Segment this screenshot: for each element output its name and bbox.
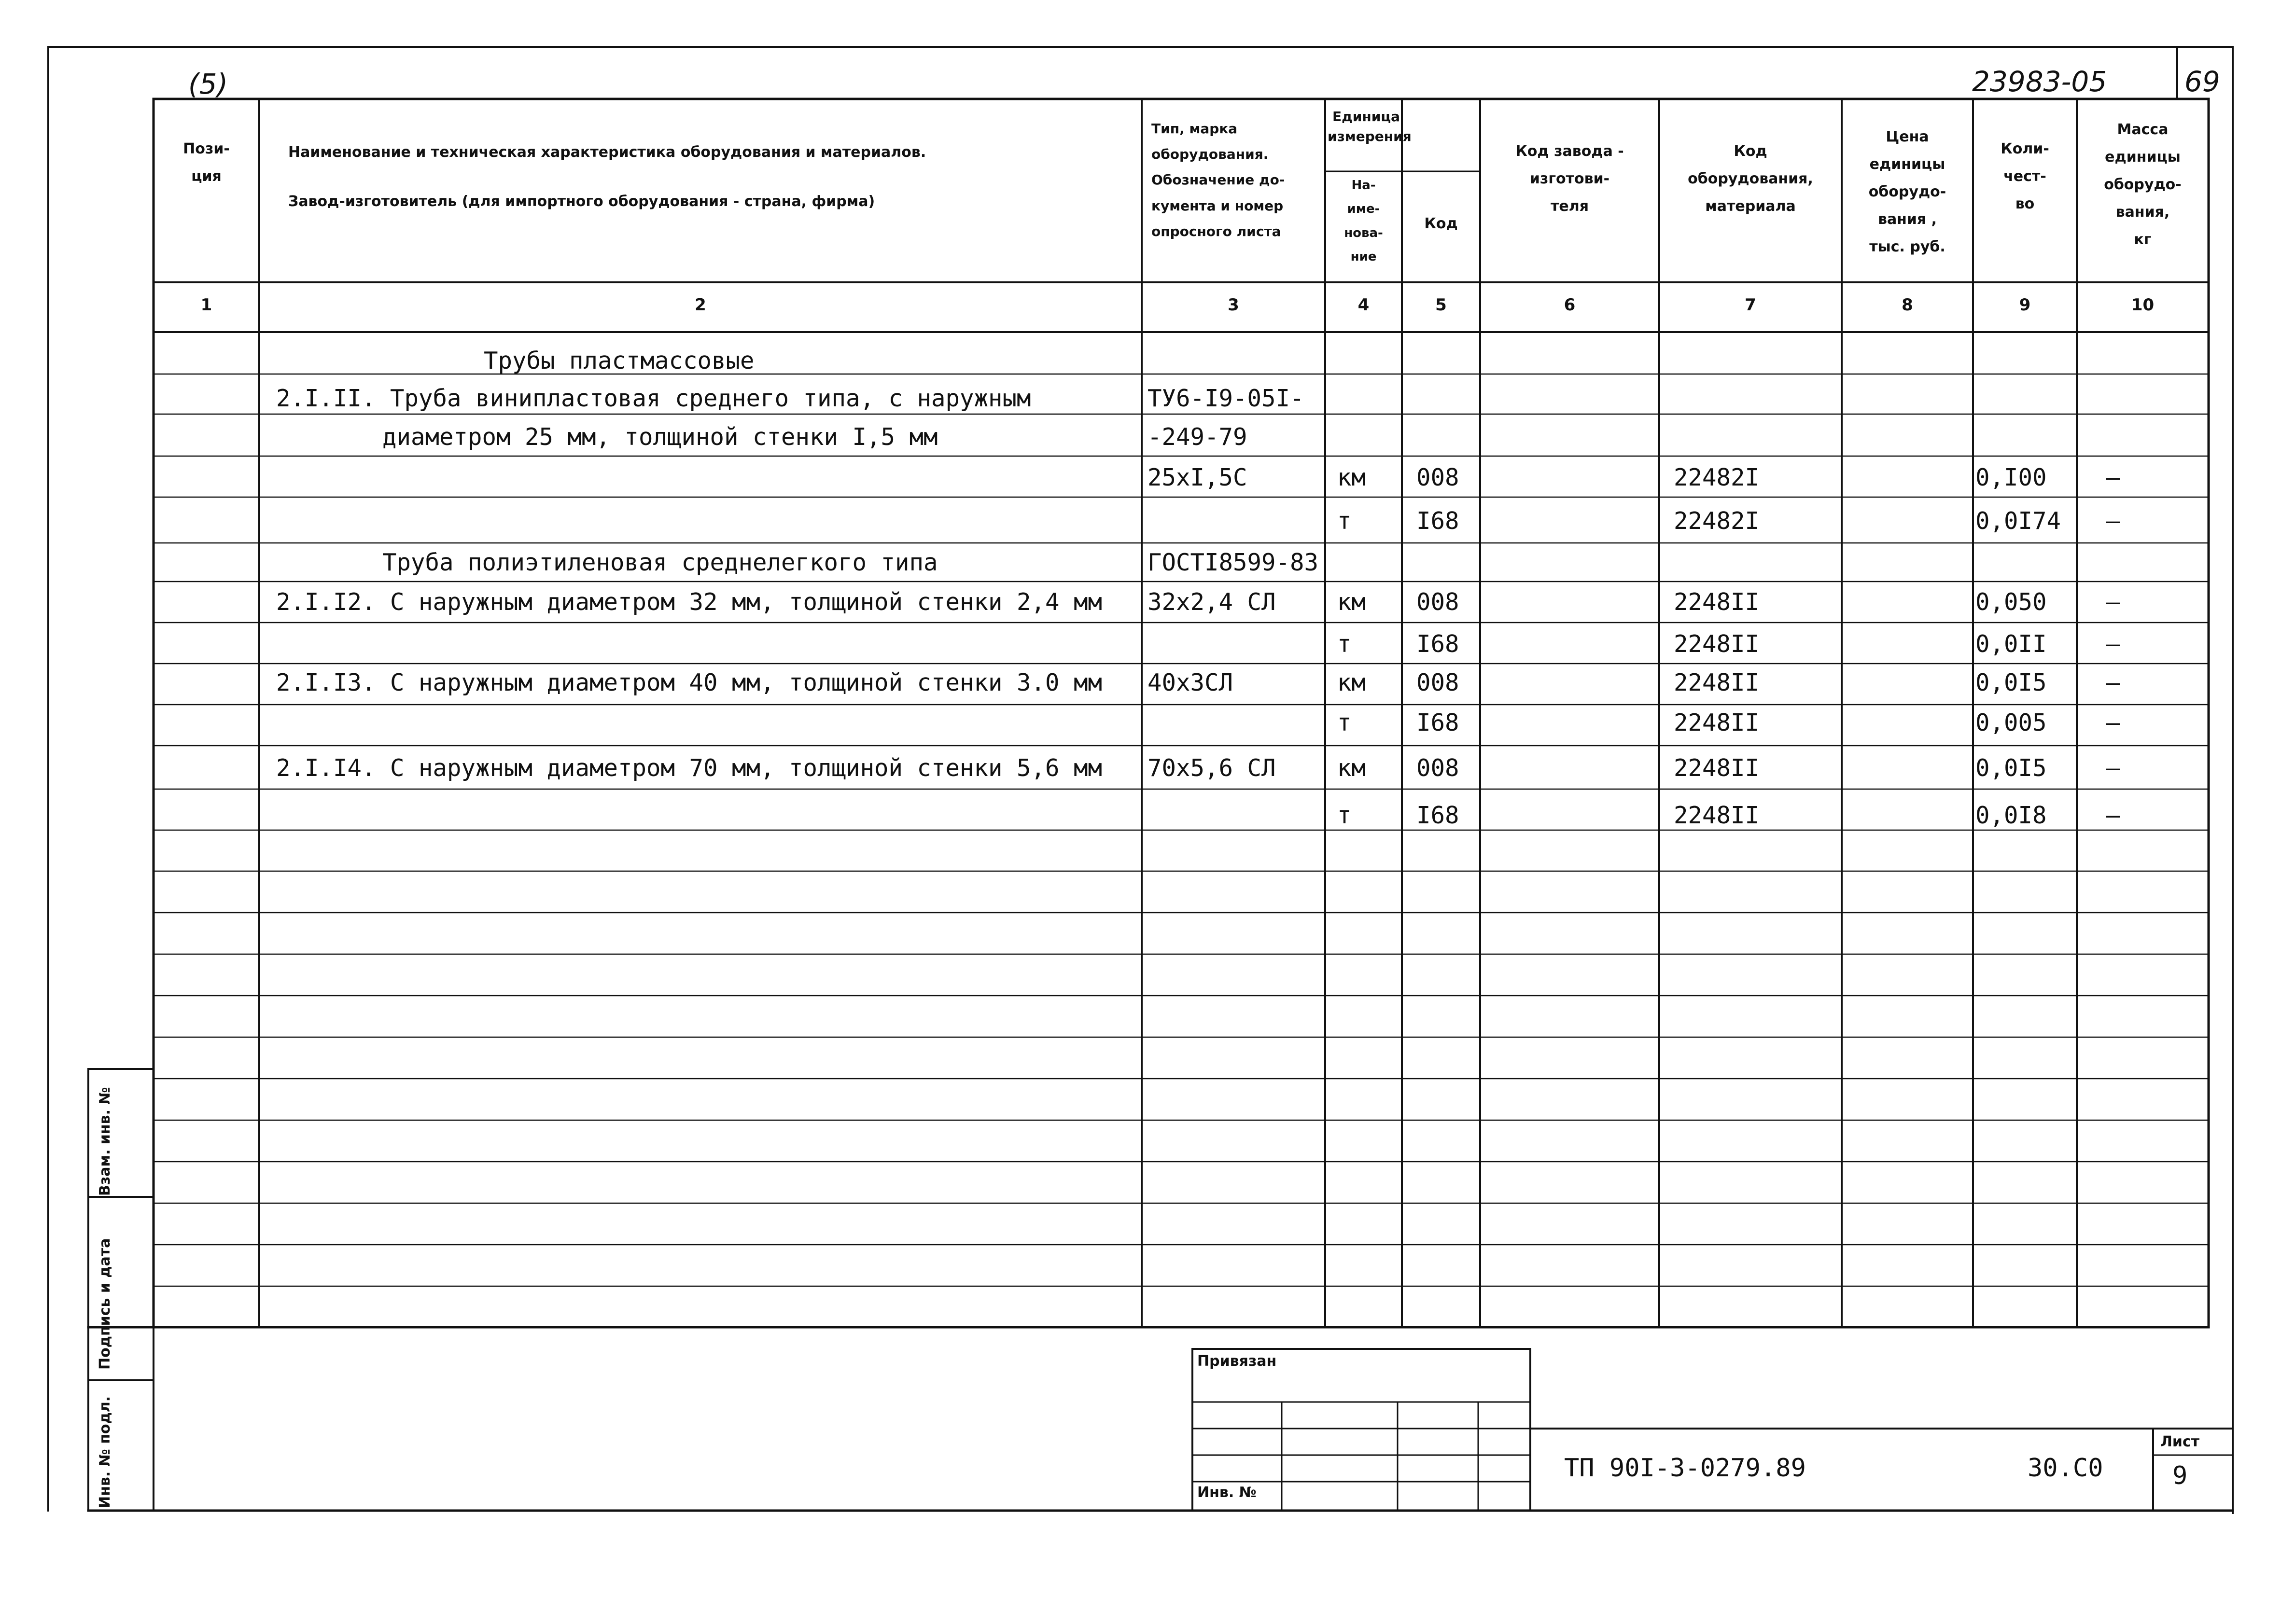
stamp-linked-label: Привязан: [1197, 1353, 1277, 1370]
row-7-unit-mass: –: [2106, 588, 2120, 616]
row-5-unit-code: I68: [1416, 507, 1459, 535]
row-9-unit-mass: –: [2106, 669, 2120, 696]
stamp-sheet-label: Лист: [2160, 1433, 2200, 1450]
row-4-quantity: 0,I00: [1975, 464, 2047, 491]
stamp-inventory-label: Инв. №: [1197, 1484, 1257, 1501]
column-header-10: Масса единицы оборудо- вания, кг: [2104, 121, 2182, 248]
row-11-material-code: 2248II: [1674, 754, 1760, 782]
column-number-2: 2: [695, 295, 706, 315]
row-4-type: 25xI,5С: [1147, 464, 1247, 491]
column-number-5: 5: [1435, 295, 1447, 315]
row-9-name: 2.I.I3. С наружным диаметром 40 мм, толщиной стенки 3.0 мм: [276, 669, 1103, 696]
row-6-type: ГОСТI8599-83: [1147, 549, 1319, 576]
row-10-quantity: 0,005: [1975, 709, 2047, 736]
row-2-type: ТУ6-I9-05I-: [1147, 385, 1304, 412]
row-11-quantity: 0,0I5: [1975, 754, 2047, 782]
row-8-unit: т: [1337, 630, 1352, 658]
column-number-4: 4: [1357, 295, 1370, 315]
row-8-unit-mass: –: [2106, 630, 2120, 658]
column-number-7: 7: [1745, 295, 1756, 315]
row-7-material-code: 2248II: [1674, 588, 1760, 616]
column-number-6: 6: [1564, 295, 1576, 315]
column-header-9: Коли- чест- во: [2001, 140, 2049, 212]
column-header-3: Тип, марка оборудования. Обозначение до- кумента и номер опросного листа: [1151, 121, 1285, 239]
row-8-unit-code: I68: [1416, 630, 1459, 658]
row-11-name: 2.I.I4. С наружным диаметром 70 мм, толщиной стенки 5,6 мм: [276, 754, 1103, 782]
row-11-unit-code: 008: [1416, 754, 1459, 782]
row-7-unit: км: [1337, 588, 1366, 616]
row-11-type: 70x5,6 СЛ: [1147, 754, 1276, 782]
column-header-5: Код: [1424, 215, 1458, 232]
row-8-material-code: 2248II: [1674, 630, 1760, 658]
row-10-unit: т: [1337, 709, 1352, 736]
row-2-name: 2.I.II. Труба винипластовая среднего типа, с наружным: [276, 385, 1031, 412]
row-9-unit: км: [1337, 669, 1366, 696]
row-5-material-code: 22482I: [1674, 507, 1760, 535]
row-7-name: 2.I.I2. С наружным диаметром 32 мм, толщиной стенки 2,4 мм: [276, 588, 1103, 616]
row-5-quantity: 0,0I74: [1975, 507, 2061, 535]
row-10-unit-mass: –: [2106, 709, 2120, 736]
column-number-9: 9: [2019, 295, 2031, 315]
row-12-quantity: 0,0I8: [1975, 802, 2047, 829]
column-header-8: Цена единицы оборудо- вания , тыс. руб.: [1868, 128, 1946, 255]
row-9-material-code: 2248II: [1674, 669, 1760, 696]
row-3-name: диаметром 25 мм, толщиной стенки I,5 мм: [382, 423, 938, 451]
row-4-unit: км: [1337, 464, 1366, 491]
row-4-unit-mass: –: [2106, 464, 2120, 491]
row-4-material-code: 22482I: [1674, 464, 1760, 491]
row-1-name: Трубы пластмассовые: [484, 347, 755, 375]
stamp-section-code: 30.С0: [2028, 1454, 2103, 1483]
row-12-unit-code: I68: [1416, 802, 1459, 829]
column-header-1: Пози- ция: [183, 140, 230, 185]
row-8-quantity: 0,0II: [1975, 630, 2047, 658]
row-7-unit-code: 008: [1416, 588, 1459, 616]
row-10-material-code: 2248II: [1674, 709, 1760, 736]
stamp-document-code: ТП 90I-3-0279.89: [1564, 1454, 1806, 1483]
column-number-8: 8: [1902, 295, 1913, 315]
row-7-quantity: 0,050: [1975, 588, 2047, 616]
row-9-quantity: 0,0I5: [1975, 669, 2047, 696]
row-10-unit-code: I68: [1416, 709, 1459, 736]
row-9-type: 40x3СЛ: [1147, 669, 1233, 696]
row-4-unit-code: 008: [1416, 464, 1459, 491]
column-number-10: 10: [2131, 295, 2155, 315]
column-number-1: 1: [200, 295, 212, 315]
row-6-name: Труба полиэтиленовая среднелегкого типа: [382, 549, 938, 576]
row-11-unit-mass: –: [2106, 754, 2120, 782]
row-7-type: 32x2,4 СЛ: [1147, 588, 1276, 616]
row-12-unit: т: [1337, 802, 1352, 829]
page-number-note: 69: [2184, 65, 2220, 98]
column-header-4: На- име- нова- ние: [1344, 178, 1383, 264]
stamp-sheet-number: 9: [2172, 1461, 2188, 1490]
row-5-unit-mass: –: [2106, 507, 2120, 535]
column-header-6: Код завода - изготови- теля: [1515, 143, 1624, 215]
row-3-type: -249-79: [1147, 423, 1247, 451]
row-11-unit: км: [1337, 754, 1366, 782]
column-number-3: 3: [1228, 295, 1239, 315]
side-label-replacement-inventory: Взам. инв. №: [97, 1087, 113, 1196]
row-12-material-code: 2248II: [1674, 802, 1760, 829]
side-label-original-inventory: Инв. № подл.: [97, 1396, 113, 1508]
unit-group-header: Единица измерения: [1328, 109, 1412, 144]
row-5-unit: т: [1337, 507, 1352, 535]
side-label-signature-date: Подпись и дата: [97, 1238, 113, 1370]
row-12-unit-mass: –: [2106, 802, 2120, 829]
row-9-unit-code: 008: [1416, 669, 1459, 696]
document-number-note: 23983-05: [1972, 65, 2107, 98]
column-header-2: Наименование и техническая характеристика оборудования и материалов. Завод-изготовитель (для импортного оборудования - страна, фирма): [288, 144, 926, 210]
column-header-7: Код оборудования, материала: [1688, 143, 1813, 215]
sheet-group-note: (5): [188, 68, 228, 100]
